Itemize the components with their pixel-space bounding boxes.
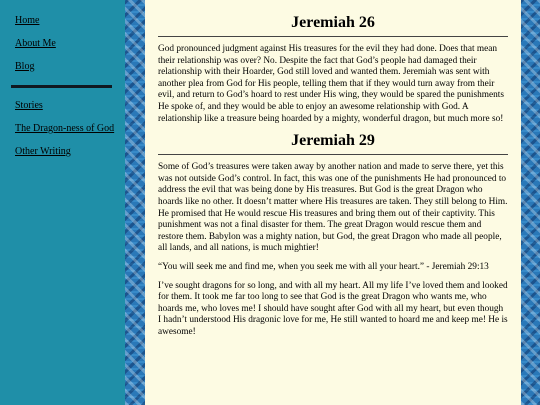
nav-link-other-writing[interactable]: Other Writing [15,146,71,157]
paragraph: God pronounced judgment against His treasures for the evil they had done. Does that mean their relationship was over? No. Despite the fact that God’s people had damaged their relationship with their Hoarder, God still loved and wanted them. Jeremiah was sent with another plea from God for His people, telling them that if they would turn away from their evil, and return to God’s hoard to rest under His wing, they would be spared the punishments He spoke of, and they would be able to enjoy an awesome relationship with God. A relationship like a treasure being hoarded by a mighty, wonderful dragon, but much more so! [158,44,504,124]
nav-link-stories[interactable]: Stories [15,100,43,111]
sidebar-divider [11,85,112,88]
section-jeremiah-29 [158,132,508,338]
section-heading: Jeremiah 26 [291,14,375,31]
decorative-scale-border-right [521,0,540,405]
paragraph: Some of God’s treasures were taken away by another nation and made to serve there, yet this was not outside God’s control. In fact, this was one of the punishments He had pronounced to address the evil that was being done by His treasures. But God is the great Dragon who hoards like no other. It doesn’t matter where His treasures are taken. They still belong to Him. He promised that He would rescue His treasures and bring them out of their captivity. This punishment was not a final disaster for them. The great Dragon would rescue them and restore them. Babylon was a mighty nation, but God, the great Dragon who made all people, all lands, and all nations, is much mightier! [158,162,508,254]
heading-rule [158,154,508,155]
nav-link-blog[interactable]: Blog [15,61,35,72]
sidebar-nav [0,0,125,405]
nav-link-home[interactable]: Home [15,15,40,26]
section-jeremiah-26 [158,0,508,125]
main-content [145,0,521,405]
nav-link-dragon-ness-of-god[interactable]: The Dragon-ness of God [15,123,115,134]
heading-rule [158,36,508,37]
paragraph: I’ve sought dragons for so long, and with all my heart. All my life I’ve loved them and looked for them. It took me far too long to see that God is the great Dragon who wants me, who hoards me, who loves me! I should have sought after God with all my heart, but even though I hadn’t understood His dragonic love for me, He still wanted to hoard me and keep me! He is awesome! [158,280,508,337]
decorative-scale-border-left [125,0,145,405]
nav-link-about-me[interactable]: About Me [15,38,56,49]
section-heading: Jeremiah 29 [291,132,375,150]
scripture-quote: “You will seek me and find me, when you seek me with all your heart.” - Jeremiah 29:13 [158,261,489,272]
